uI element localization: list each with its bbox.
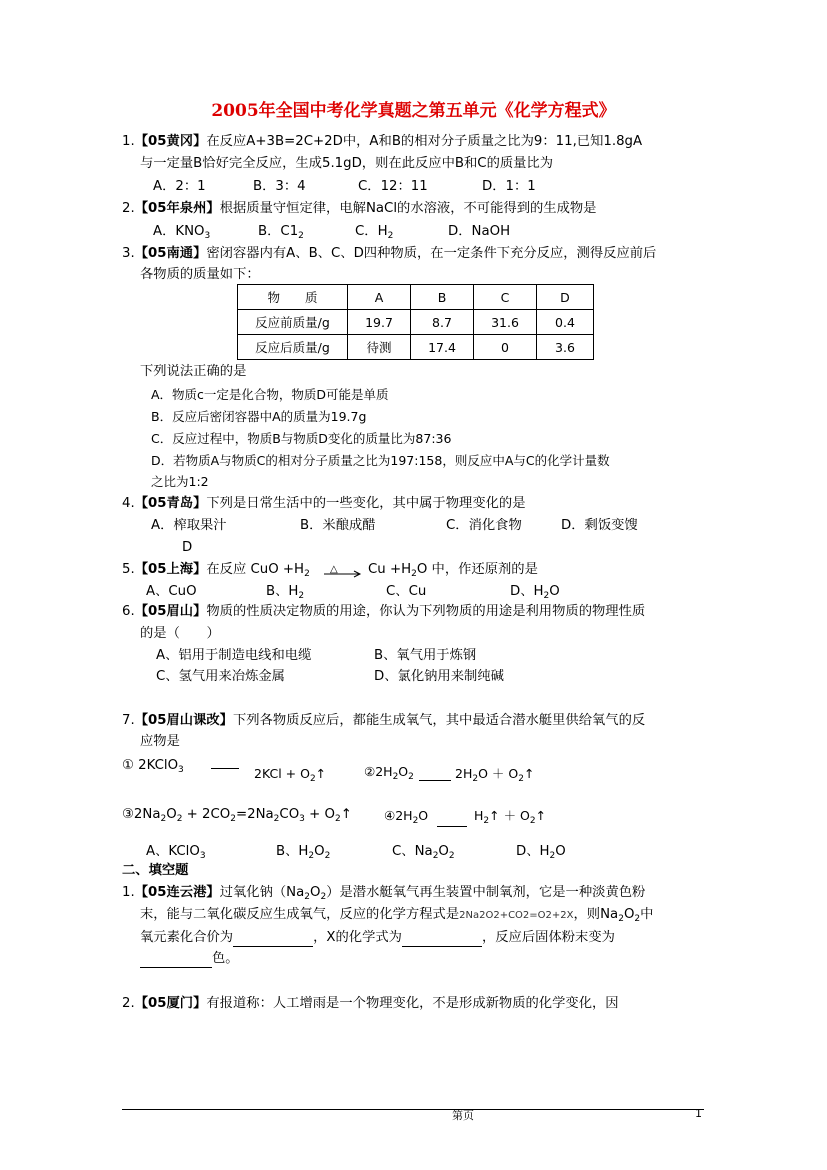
q6-option-b: B、氧气用于炼钢 — [374, 648, 477, 663]
q5-option-c: C、Cu — [386, 584, 427, 599]
footer-label: 第页 — [452, 1109, 474, 1122]
q6-option-d: D、氯化钠用来制纯碱 — [374, 669, 504, 684]
q3-line2: 各物质的质量如下： — [140, 267, 260, 282]
q7-line1: 7.【05眉山课改】下列各物质反应后，都能生成氧气，其中最适合潜水艇里供给氧气的反 — [122, 713, 646, 728]
q4-option-a: A．榨取果汁 — [151, 518, 227, 533]
table-row — [238, 310, 594, 335]
q3-prompt: 下列说法正确的是 — [140, 364, 247, 379]
q4-option-b: B．米酿成醋 — [300, 518, 376, 533]
q2-option-b: B．$C1_2$ — [258, 224, 304, 241]
table-cell: 待测 — [348, 335, 411, 360]
table-cell: 17.4 — [411, 335, 474, 360]
equation-1-left: ① 2KClO$_3$ — [122, 758, 184, 775]
equation-2-line — [419, 780, 451, 781]
q5-option-d: D、$H_2O$ — [510, 584, 560, 601]
table-row — [238, 335, 594, 360]
equation-4-line — [437, 826, 467, 827]
q3-option-d-cont: 之比为1:2 — [151, 474, 209, 489]
table-header: D — [537, 285, 594, 310]
table-cell: 反应前质量/g — [238, 310, 348, 335]
equation-1-line — [211, 768, 239, 769]
q4-answer: D — [182, 540, 193, 555]
q6-line1: 6.【05眉山】物质的性质决定物质的用途，你认为下列物质的用途是利用物质的物理性质 — [122, 604, 646, 619]
q3-line1: 3.【05南通】密闭容器内有A、B、C、D四种物质，在一定条件下充分反应，测得反应前后 — [122, 246, 657, 261]
q5-option-b: B、$H_2$ — [266, 584, 305, 601]
reaction-arrow-icon — [324, 570, 364, 578]
page-number: 1 — [695, 1107, 702, 1120]
equation-4-left: $④2H_2O$ — [384, 808, 429, 826]
table-header: 物 质 — [238, 285, 348, 310]
table-cell: 19.7 — [348, 310, 411, 335]
f2-line1: 2.【05厦门】有报道称：人工增雨是一个物理变化，不是形成新物质的化学变化，因 — [122, 996, 619, 1011]
table-header: C — [474, 285, 537, 310]
table-cell: 0 — [474, 335, 537, 360]
q5-line1: 5.【05上海】在反应 CuO $+H_2$ — [122, 562, 310, 579]
equation-2-left: $②2H_2O_2$ — [364, 764, 414, 782]
q1-line1: 1.【05黄冈】在反应A+3B=2C+2D中，A和B的相对分子质量之比为9：11,已知1.8gA — [122, 134, 643, 149]
q2-line1: 2.【05年泉州】根据质量守恒定律，电解NaCl的水溶液，不可能得到的生成物是 — [122, 201, 597, 216]
equation-3: $③2Na_2O_2 + 2CO_2=2Na_2CO_3$ + $O_2↑$ — [122, 807, 352, 824]
equation-2-right: $2H_2O$ ＋ $O_2↑$ — [455, 766, 535, 784]
q3-option-b: B．反应后密闭容器中A的质量为19.7g — [151, 409, 367, 424]
section-heading: 二、填空题 — [122, 863, 189, 878]
equation-1-right: $2KCl + O_2↑$ — [254, 766, 327, 784]
table-cell: 反应后质量/g — [238, 335, 348, 360]
q6-line2: 的是（ ） — [140, 626, 220, 641]
q4-option-d: D．剩饭变馊 — [561, 518, 638, 533]
f1-line3: 氧元素化合价为 ，X的化学式为 ，反应后固体粉末变为 — [140, 930, 615, 945]
q2-option-a: A．$KNO_3$ — [153, 224, 211, 241]
q6-option-a: A、铝用于制造电线和电缆 — [156, 648, 312, 663]
q7-option-b: B、$H_2O_2$ — [276, 844, 331, 861]
q7-line2: 应物是 — [140, 734, 180, 749]
f1-line4: 色。 — [140, 949, 239, 968]
q4-line1: 4.【05青岛】下列是日常生活中的一些变化，其中属于物理变化的是 — [122, 496, 526, 511]
formula-blank[interactable] — [402, 932, 482, 947]
q1-option-c: C．12：11 — [358, 179, 428, 194]
q3-option-c: C．反应过程中，物质B与物质D变化的质量比为87:36 — [151, 431, 452, 446]
q5-option-a: A、CuO — [146, 584, 197, 599]
q4-option-c: C．消化食物 — [446, 518, 522, 533]
table-header: A — [348, 285, 411, 310]
heat-condition: △ — [330, 564, 338, 575]
color-blank[interactable] — [140, 953, 212, 968]
q1-line2: 与一定量B恰好完全反应，生成5.1gD，则在此反应中B和C的质量比为 — [140, 156, 554, 171]
table-header: B — [411, 285, 474, 310]
f1-line2: 末，能与二氧化碳反应生成氧气，反应的化学方程式是2Na2O2+CO2=O2+2X，则$Na_2O_2$中 — [140, 907, 654, 924]
q1-option-a: A．2：1 — [153, 179, 206, 194]
footer-divider — [122, 1109, 704, 1110]
q3-option-a: A．物质c一定是化合物，物质D可能是单质 — [151, 387, 389, 402]
page-title: 2005年全国中考化学真题之第五单元《化学方程式》 — [211, 101, 616, 121]
equation-4-right: $H_2↑$ ＋ $O_2↑$ — [474, 808, 547, 826]
q7-option-c: C、$Na_2O_2$ — [392, 844, 455, 861]
q7-option-a: A、KClO$_3$ — [146, 844, 206, 861]
table-cell: 3.6 — [537, 335, 594, 360]
table-cell: 31.6 — [474, 310, 537, 335]
q1-option-b: B．3：4 — [253, 179, 306, 194]
mass-table — [237, 284, 594, 360]
table-header-row — [238, 285, 594, 310]
q2-option-d: D．NaOH — [448, 224, 511, 239]
table-cell: 0.4 — [537, 310, 594, 335]
table-cell: 8.7 — [411, 310, 474, 335]
q7-option-d: D、$H_2O$ — [516, 844, 566, 861]
q3-option-d: D．若物质A与物质C的相对分子质量之比为197:158，则反应中A与C的化学计量数 — [151, 453, 610, 468]
q5-line1-tail: $Cu +H_2O$ 中，作还原剂的是 — [368, 562, 538, 579]
f1-line1: 1.【05连云港】过氧化钠$(Na_2O_2)$是潜水艇氧气再生装置中制氧剂，它是一种淡黄色粉 — [122, 885, 646, 902]
q1-option-d: D．1：1 — [482, 179, 536, 194]
valence-blank[interactable] — [233, 932, 313, 947]
q2-option-c: C．$H_2$ — [355, 224, 394, 241]
q6-option-c: C、氢气用来冶炼金属 — [156, 669, 285, 684]
